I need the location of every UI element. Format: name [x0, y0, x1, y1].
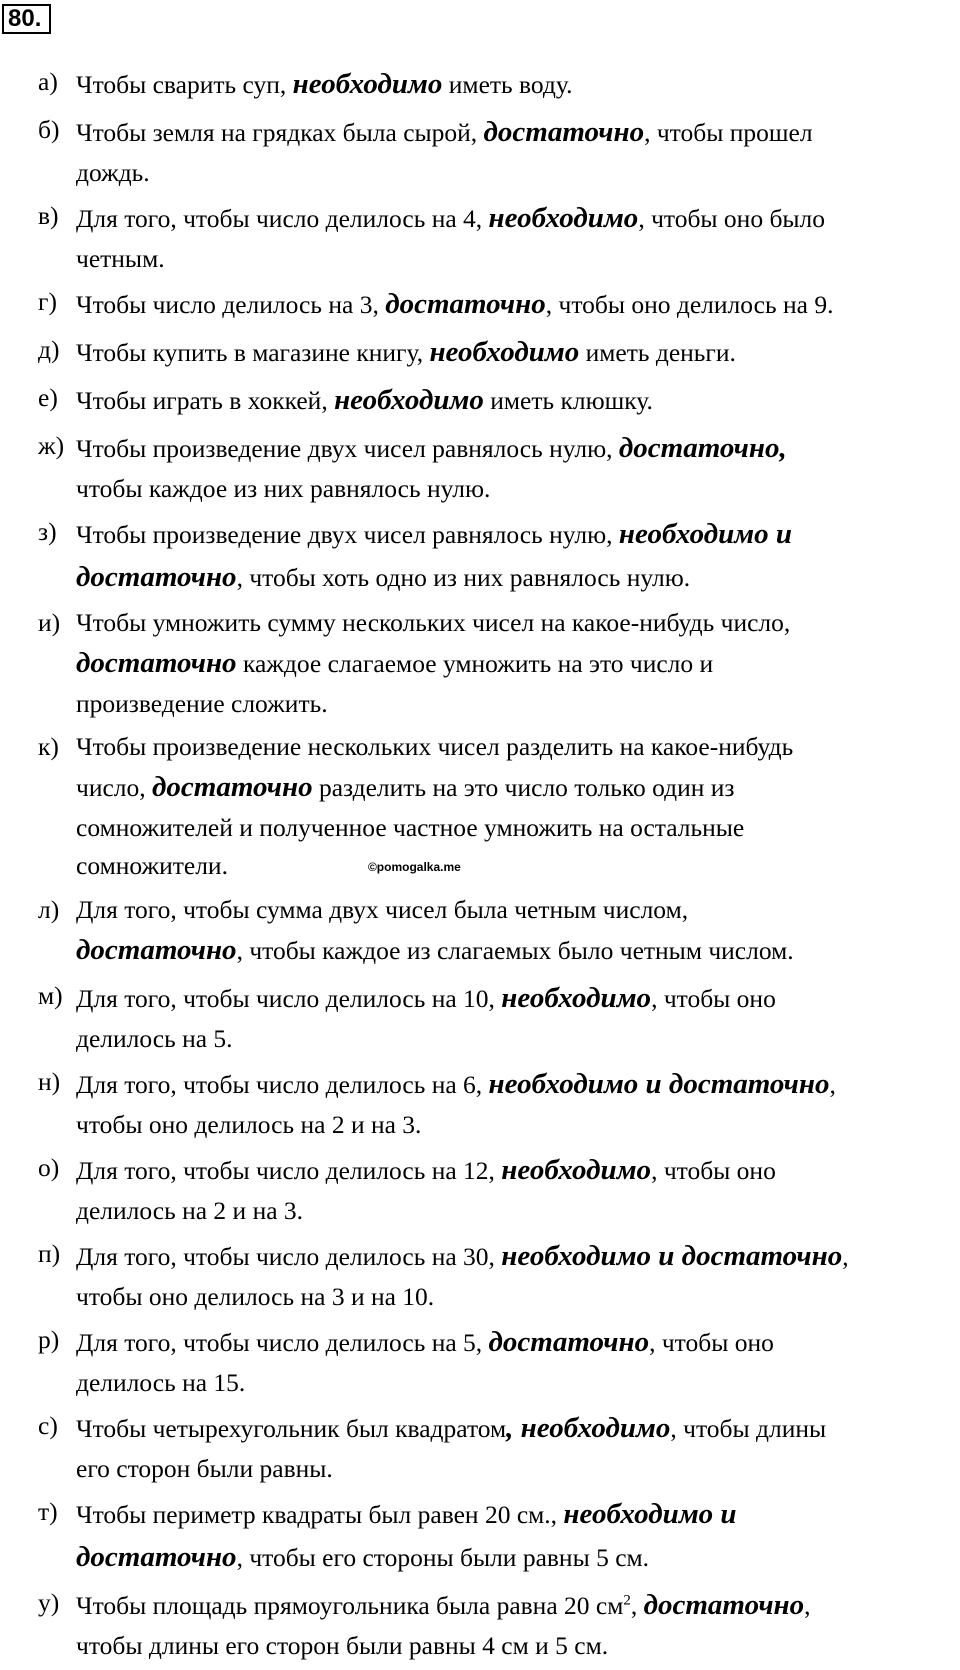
item-line: делилось на 15. [76, 1368, 246, 1397]
list-item [38, 1149, 954, 1230]
item-line: Чтобы периметр квадраты был равен 20 см., необходимо и [76, 1498, 737, 1530]
keyword: достаточно [76, 934, 237, 966]
list-item [38, 1407, 954, 1488]
keyword: достаточно [76, 647, 237, 679]
keyword: необходимо [292, 68, 443, 100]
item-marker: м) [38, 981, 63, 1010]
item-marker: т) [38, 1497, 58, 1526]
item-line: сомножителей и полученное частное умножить на остальные [76, 813, 745, 842]
item-line: делилось на 5. [76, 1024, 233, 1053]
item-line: достаточно, чтобы хоть одно из них равнялось нулю. [76, 561, 691, 593]
item-line: достаточно каждое слагаемое умножить на это число и [76, 647, 714, 679]
item-marker: и) [38, 608, 61, 637]
item-marker: ж) [38, 431, 65, 460]
answer-list [38, 63, 954, 1670]
keyword: необходимо [429, 336, 580, 368]
keyword: необходимо [501, 982, 652, 1014]
list-item [38, 111, 954, 192]
keyword: достаточно [76, 561, 237, 593]
item-line: Чтобы играть в хоккей, необходимо иметь клюшку. [76, 384, 653, 416]
keyword: , необходимо [506, 1412, 671, 1444]
item-line: чтобы каждое из них равнялось нулю. [76, 474, 491, 503]
list-item [38, 1584, 954, 1665]
keyword: необходимо [334, 384, 484, 416]
keyword: необходимо и достаточно [488, 1068, 830, 1100]
item-line: делилось на 2 и на 3. [76, 1196, 304, 1225]
item-line: чтобы длины его сторон были равны 4 см и 5 см. [76, 1631, 609, 1660]
item-marker: д) [38, 335, 60, 364]
item-line: Для того, чтобы число делилось на 30, необходимо и достаточно, [76, 1240, 849, 1272]
item-marker: к) [38, 732, 59, 761]
superscript: 2 [623, 1592, 631, 1609]
exercise-number: 80. [2, 4, 51, 34]
list-item [38, 197, 954, 278]
list-item [38, 604, 954, 723]
keyword: достаточно [488, 1326, 650, 1358]
list-item [38, 63, 954, 106]
item-line: сомножители. ©pomogalka.me [76, 851, 461, 880]
item-line: Для того, чтобы число делилось на 12, необходимо, чтобы оно [76, 1154, 776, 1186]
list-item [38, 728, 954, 886]
item-line: Чтобы купить в магазине книгу, необходимо иметь деньги. [76, 336, 736, 368]
list-item [38, 513, 954, 599]
item-line: достаточно, чтобы его стороны были равны 5 см. [76, 1541, 650, 1573]
keyword: необходимо и достаточно [501, 1240, 843, 1272]
keyword: достаточно [385, 288, 546, 320]
list-item [38, 1235, 954, 1316]
item-line: его сторон были равны. [76, 1454, 333, 1483]
list-item [38, 977, 954, 1058]
item-line: число, достаточно разделить на это число только один из [76, 771, 735, 803]
item-marker: в) [38, 201, 59, 230]
item-marker: г) [38, 287, 57, 316]
item-marker: р) [38, 1325, 60, 1354]
keyword: достаточно [152, 771, 313, 803]
item-line: Чтобы произведение двух чисел равнялось нулю, достаточно, [76, 432, 787, 464]
item-line: четным. [76, 244, 165, 273]
item-line: Для того, чтобы число делилось на 6, необходимо и достаточно, [76, 1068, 836, 1100]
list-item [38, 283, 954, 326]
list-item [38, 1493, 954, 1579]
item-line: Чтобы земля на грядках была сырой, достаточно, чтобы прошел [76, 116, 813, 148]
item-line: произведение сложить. [76, 689, 328, 718]
item-line: Для того, чтобы число делилось на 10, необходимо, чтобы оно [76, 982, 776, 1014]
item-marker: п) [38, 1239, 61, 1268]
item-line: дождь. [76, 158, 150, 187]
item-line: чтобы оно делилось на 3 и на 10. [76, 1282, 435, 1311]
list-item [38, 379, 954, 422]
item-marker: б) [38, 115, 60, 144]
item-marker: о) [38, 1153, 60, 1182]
list-item [38, 427, 954, 508]
keyword: достаточно [643, 1589, 805, 1621]
item-line: Чтобы сварить суп, необходимо иметь воду. [76, 68, 573, 100]
item-line: Чтобы четырехугольник был квадратом, необходимо, чтобы длины [76, 1412, 827, 1444]
list-item [38, 1321, 954, 1402]
item-line: Для того, чтобы сумма двух чисел была четным числом, [76, 895, 689, 924]
item-line: Чтобы умножить сумму нескольких чисел на какое-нибудь число, [76, 608, 791, 637]
list-item [38, 891, 954, 972]
list-item [38, 331, 954, 374]
keyword: необходимо [488, 202, 639, 234]
keyword: необходимо и [618, 518, 793, 550]
item-marker: а) [38, 67, 58, 96]
item-line: достаточно, чтобы каждое из слагаемых было четным числом. [76, 934, 794, 966]
item-line: Для того, чтобы число делилось на 4, необходимо, чтобы оно было [76, 202, 826, 234]
item-line: чтобы оно делилось на 2 и на 3. [76, 1110, 422, 1139]
item-marker: з) [38, 517, 57, 546]
item-marker: н) [38, 1067, 61, 1096]
keyword: необходимо [501, 1154, 652, 1186]
keyword: необходимо и [563, 1498, 737, 1530]
item-marker: с) [38, 1411, 58, 1440]
item-line: Чтобы произведение двух чисел равнялось нулю, необходимо и [76, 518, 793, 550]
keyword: достаточно [76, 1541, 237, 1573]
keyword: достаточно, [618, 432, 787, 464]
keyword: достаточно [483, 116, 645, 148]
item-marker: л) [38, 895, 60, 924]
item-line: Чтобы произведение нескольких чисел разделить на какое-нибудь [76, 732, 794, 761]
item-line: Для того, чтобы число делилось на 5, достаточно, чтобы оно [76, 1326, 774, 1358]
item-marker: у) [38, 1588, 60, 1617]
item-line: Чтобы площадь прямоугольника была равна 20 $см^2$, достаточно, [76, 1589, 811, 1621]
item-line: Чтобы число делилось на 3, достаточно, чтобы оно делилось на 9. [76, 288, 834, 320]
watermark: ©pomogalka.me [367, 860, 461, 874]
list-item [38, 1063, 954, 1144]
item-marker: е) [38, 383, 58, 412]
